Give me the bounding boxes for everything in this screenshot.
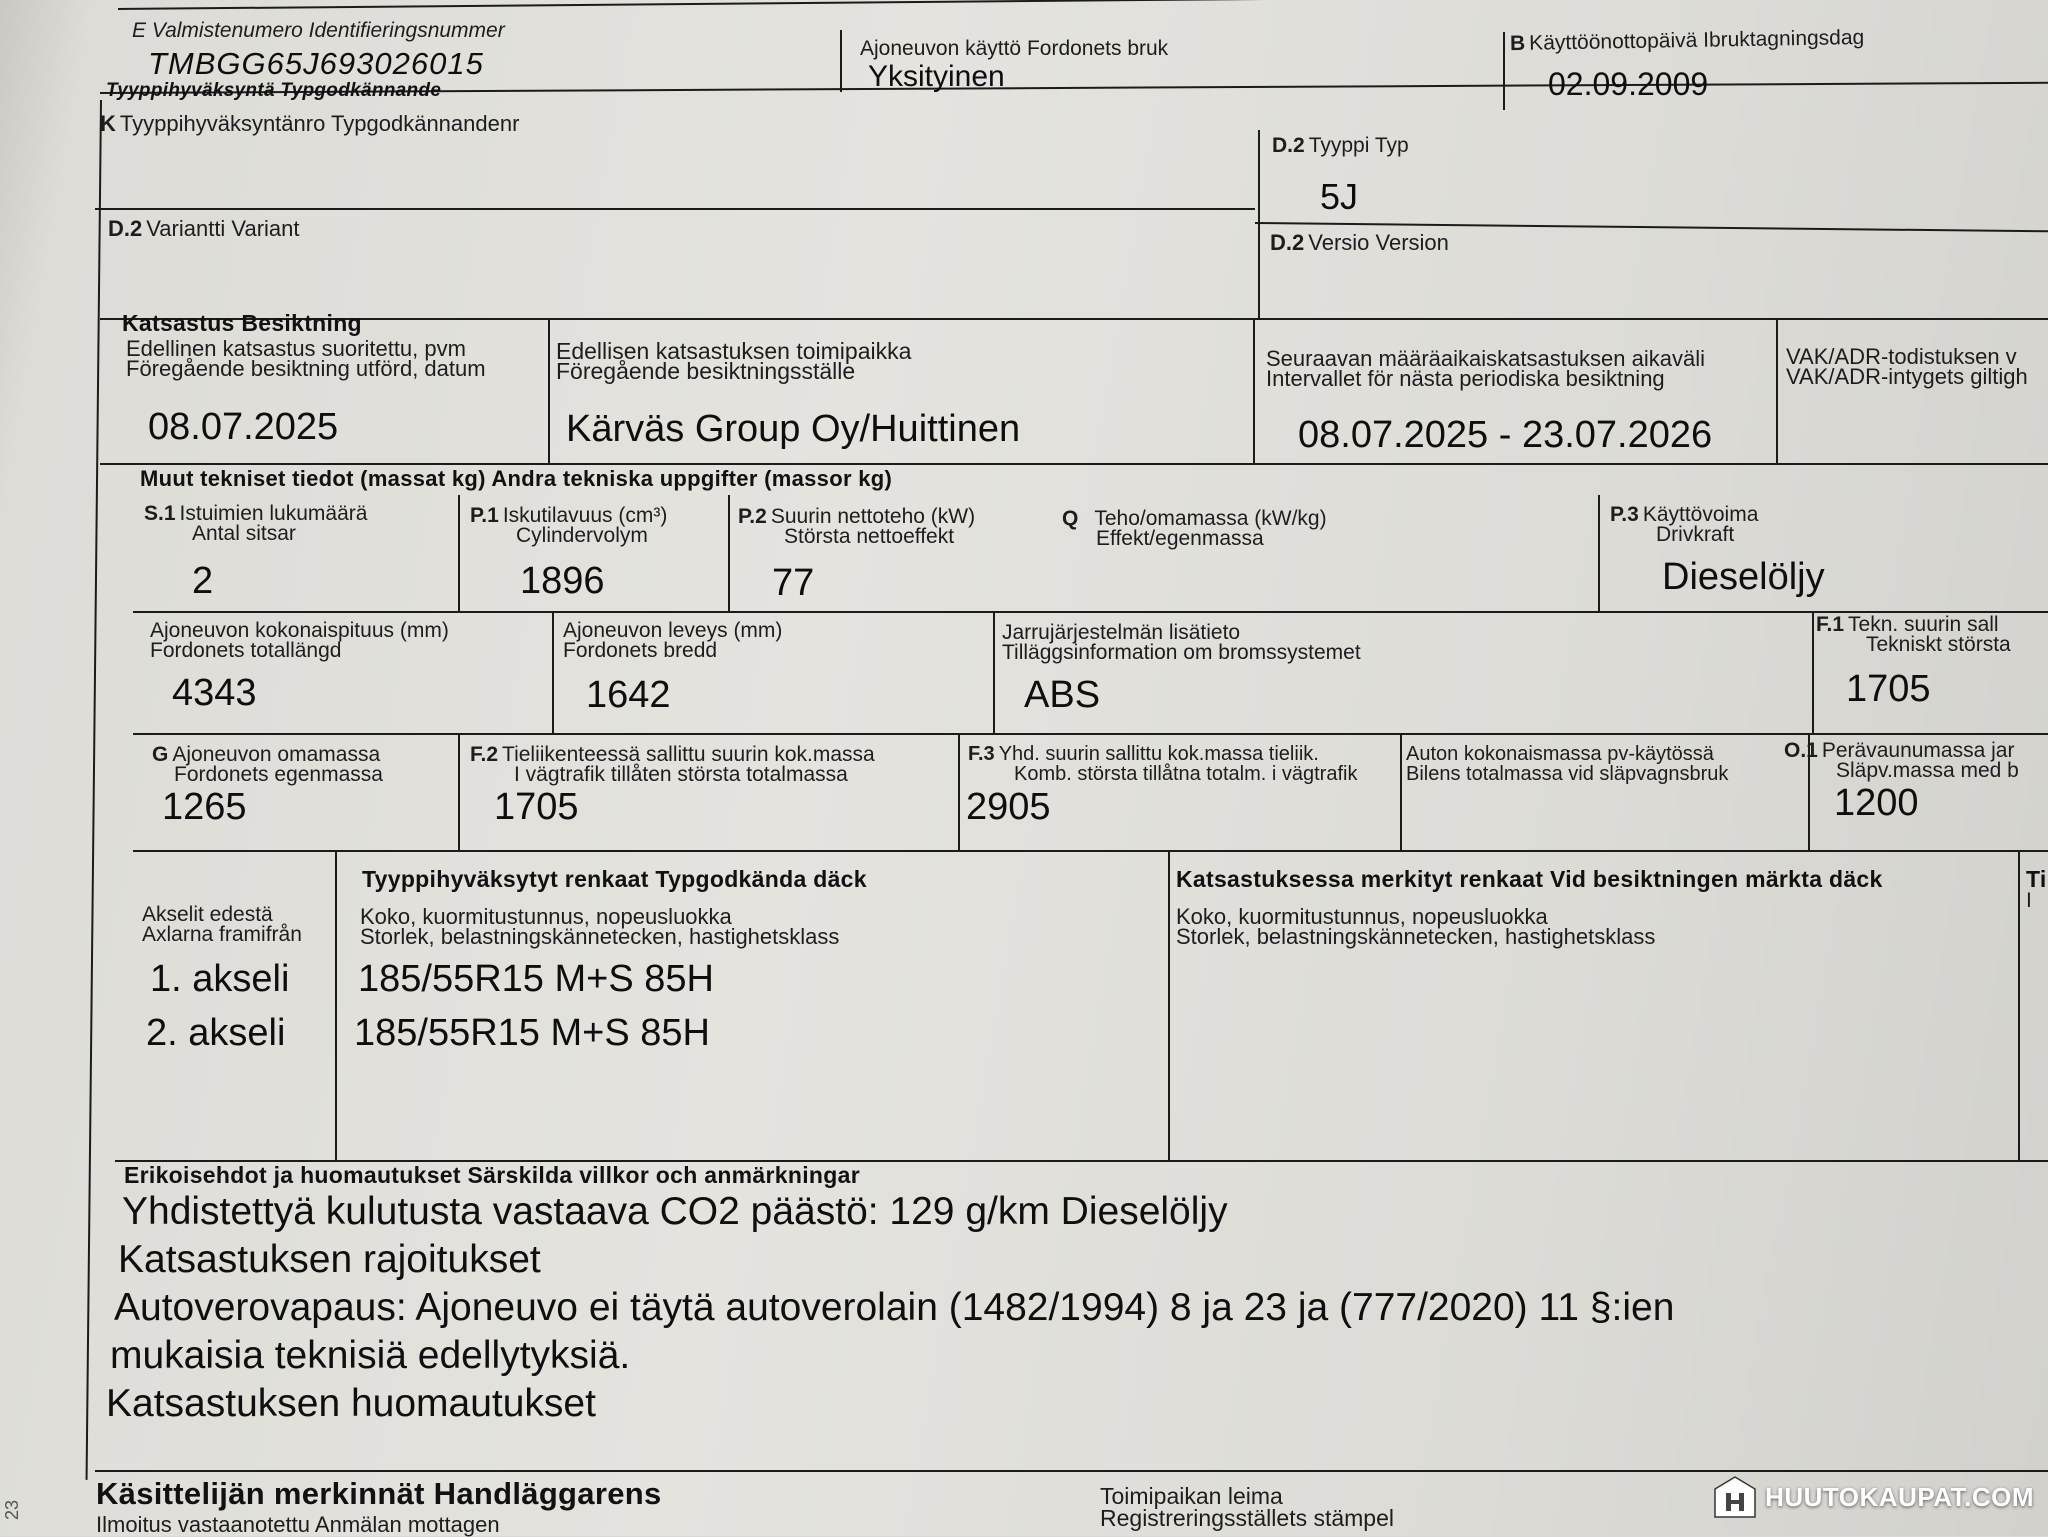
divider xyxy=(100,463,2048,465)
combination-mass-value: 2905 xyxy=(966,786,1051,828)
divider xyxy=(100,318,2048,320)
remark-line-2: Katsastuksen rajoitukset xyxy=(118,1238,541,1281)
handler-title: Käsittelijän merkinnät Handläggarens xyxy=(96,1476,662,1511)
kerb-mass-label-fi: G Ajoneuvon omamassa xyxy=(152,743,381,766)
trailer-mass-label-fi: O.1 Perävaunumassa jar xyxy=(1784,739,2015,762)
divider xyxy=(458,733,460,850)
power-ratio-label-sv: Effekt/egenmassa xyxy=(1096,527,1264,550)
combination-mass-label-fi: F.3 Yhd. suurin sallittu kok.massa tieliik. xyxy=(968,743,1319,765)
divider xyxy=(1168,850,1170,1160)
length-value: 4343 xyxy=(172,672,257,714)
remark-line-4: mukaisia teknisiä edellytyksiä. xyxy=(110,1334,631,1377)
cylinder-label-fi: P.1 Iskutilavuus (cm³) xyxy=(470,504,668,527)
axles-label-sv: Axlarna framifrån xyxy=(142,923,302,946)
next-inspection-interval: 08.07.2025 - 23.07.2026 xyxy=(1298,414,1713,456)
inspection-title: Katsastus Besiktning xyxy=(122,310,362,336)
marked-tyre-size-label-fi: Koko, kuormitustunnus, nopeusluokka xyxy=(1176,904,1548,929)
trailer-use-mass-label-fi: Auton kokonaismassa pv-käytössä xyxy=(1406,743,1714,765)
combination-mass-label-sv: Komb. största tillåtna totalm. i vägtrafik xyxy=(1014,763,1358,785)
fuel-label-fi: P.3 Käyttövoima xyxy=(1610,503,1759,526)
divider xyxy=(1598,495,1600,611)
first-registration-date: 02.09.2009 xyxy=(1548,66,1709,102)
length-label-sv: Fordonets totallängd xyxy=(150,639,342,662)
adr-label-fi: VAK/ADR-todistuksen v xyxy=(1786,344,2017,369)
power-label-sv: Största nettoeffekt xyxy=(784,525,955,548)
brake-label-fi: Jarrujärjestelmän lisätieto xyxy=(1002,621,1241,644)
inspection-place: Kärväs Group Oy/Huittinen xyxy=(566,408,1021,450)
watermark-text: HUUTOKAUPAT.COM xyxy=(1765,1481,2034,1512)
house-logo-icon xyxy=(1711,1473,1759,1521)
brake-value: ABS xyxy=(1024,674,1101,716)
marked-tyres-title: Katsastuksessa merkityt renkaat Vid besiktningen märkta däck xyxy=(1176,866,1883,892)
divider xyxy=(1258,130,1260,318)
divider xyxy=(335,850,337,1160)
road-max-mass-value: 1705 xyxy=(494,786,579,828)
approved-tyre-size-label-sv: Storlek, belastningskännetecken, hastighetsklass xyxy=(360,924,840,949)
type-approval-title: Tyyppihyväksyntä Typgodkännande xyxy=(106,80,442,101)
next-inspection-label-fi: Seuraavan määräaikaiskatsastuksen aikaväli xyxy=(1266,346,1706,371)
power-ratio-label-fi: Q Teho/omamassa (kW/kg) xyxy=(1062,507,1327,530)
divider xyxy=(728,495,730,611)
marked-tyre-size-label-sv: Storlek, belastningskännetecken, hastighetsklass xyxy=(1176,924,1656,949)
tech-max-mass-value: 1705 xyxy=(1846,668,1931,710)
width-label-sv: Fordonets bredd xyxy=(563,639,718,662)
edge-column-label-sv: I xyxy=(2026,889,2032,912)
technical-title: Muut tekniset tiedot (massat kg) Andra tekniska uppgifter (massor kg) xyxy=(140,466,893,491)
approved-tyre-2: 185/55R15 M+S 85H xyxy=(354,1012,710,1054)
divider xyxy=(95,208,1255,210)
remark-line-1: Yhdistettyä kulutusta vastaava CO2 päästö: 129 g/km Dieselöljy xyxy=(122,1190,1228,1233)
divider xyxy=(133,850,2048,852)
brake-label-sv: Tilläggsinformation om bromssystemet xyxy=(1002,641,1361,664)
axle-1: 1. akseli xyxy=(150,958,290,1000)
divider xyxy=(133,733,2048,735)
vin-value: TMBGG65J693026015 xyxy=(148,46,484,81)
width-value: 1642 xyxy=(586,674,671,716)
variant-label: D.2 Variantti Variant xyxy=(108,216,300,241)
divider xyxy=(1503,32,1505,110)
divider xyxy=(1812,611,1814,733)
fuel-value: Dieselöljy xyxy=(1662,556,1825,598)
seats-label-sv: Antal sitsar xyxy=(192,522,296,545)
trailer-mass-label-sv: Släpv.massa med b xyxy=(1836,759,2019,782)
divider xyxy=(548,318,550,463)
stamp-label-fi: Toimipaikan leima xyxy=(1100,1483,1283,1509)
kerb-mass-value: 1265 xyxy=(162,786,247,828)
next-inspection-label-sv: Intervallet för nästa periodiska besiktning xyxy=(1266,366,1665,391)
width-label-fi: Ajoneuvon leveys (mm) xyxy=(563,619,783,642)
vin-label: E Valmistenumero Identifieringsnummer xyxy=(132,19,505,42)
previous-inspection-label-fi: Edellinen katsastus suoritettu, pvm xyxy=(126,336,466,361)
left-border xyxy=(86,100,102,1480)
divider xyxy=(1400,733,1402,850)
vehicle-use-value: Yksityinen xyxy=(868,60,1005,93)
fuel-label-sv: Drivkraft xyxy=(1656,523,1735,546)
remark-line-5: Katsastuksen huomautukset xyxy=(106,1382,596,1425)
remarks-title: Erikoisehdot ja huomautukset Särskilda villkor och anmärkningar xyxy=(124,1162,860,1188)
previous-inspection-label-sv: Föregående besiktning utförd, datum xyxy=(126,356,486,381)
divider xyxy=(840,30,842,92)
power-label-fi: P.2 Suurin nettoteho (kW) xyxy=(738,505,976,528)
divider xyxy=(458,495,460,611)
length-label-fi: Ajoneuvon kokonaispituus (mm) xyxy=(150,619,449,642)
divider xyxy=(118,0,2048,10)
divider xyxy=(2018,850,2020,1160)
previous-inspection-date: 08.07.2025 xyxy=(148,406,339,448)
edge-column-label-fi: Ti xyxy=(2026,866,2047,892)
axles-label-fi: Akselit edestä xyxy=(142,903,273,926)
remark-line-3: Autoverovapaus: Ajoneuvo ei täytä autoverolain (1482/1994) 8 ja 23 ja (777/2020) 11 §:ien xyxy=(114,1286,1675,1329)
watermark xyxy=(1711,1472,2034,1522)
approved-tyre-size-label-fi: Koko, kuormitustunnus, nopeusluokka xyxy=(360,904,732,929)
first-registration-label: B Käyttöönottopäivä Ibruktagningsdag xyxy=(1509,25,1865,56)
vehicle-use-label: Ajoneuvon käyttö Fordonets bruk xyxy=(860,37,1169,60)
trailer-mass-value: 1200 xyxy=(1834,782,1919,824)
seats-value: 2 xyxy=(192,560,214,602)
divider xyxy=(133,611,2048,613)
type-value: 5J xyxy=(1320,176,1359,217)
divider xyxy=(993,611,995,733)
approved-tyres-title: Tyyppihyväksytyt renkaat Typgodkända däck xyxy=(362,866,867,892)
approved-tyre-1: 185/55R15 M+S 85H xyxy=(358,958,714,1000)
received-label: Ilmoitus vastaanotettu Anmälan mottagen xyxy=(96,1512,500,1537)
adr-label-sv: VAK/ADR-intygets giltigh xyxy=(1786,364,2028,389)
divider xyxy=(958,733,960,850)
power-value: 77 xyxy=(772,562,815,604)
trailer-use-mass-label-sv: Bilens totalmassa vid släpvagnsbruk xyxy=(1406,763,1729,785)
cylinder-value: 1896 xyxy=(520,560,605,602)
stamp-label-sv: Registreringsställets stämpel xyxy=(1100,1505,1395,1531)
divider xyxy=(1253,318,1255,463)
road-max-mass-label-sv: I vägtrafik tillåten största totalmassa xyxy=(514,763,848,786)
type-label: D.2 Tyyppi Typ xyxy=(1272,134,1409,157)
seats-label-fi: S.1 Istuimien lukumäärä xyxy=(144,502,368,525)
divider xyxy=(552,611,554,733)
tech-max-mass-label-fi: F.1 Tekn. suurin sall xyxy=(1816,613,1999,636)
kerb-mass-label-sv: Fordonets egenmassa xyxy=(174,763,383,786)
inspection-place-label-fi: Edellisen katsastuksen toimipaikka xyxy=(556,338,912,364)
axle-2: 2. akseli xyxy=(146,1012,286,1054)
approval-number-label: K Tyyppihyväksyntänro Typgodkännandenr xyxy=(100,111,520,136)
tech-max-mass-label-sv: Tekniskt största xyxy=(1866,633,2011,656)
cylinder-label-sv: Cylindervolym xyxy=(516,524,648,547)
divider xyxy=(1776,318,1778,463)
version-label: D.2 Versio Version xyxy=(1270,230,1449,255)
road-max-mass-label-fi: F.2 Tieliikenteessä sallittu suurin kok.massa xyxy=(470,743,875,766)
page-edge-number: 23 xyxy=(2,1500,22,1521)
inspection-place-label-sv: Föregående besiktningsställe xyxy=(556,358,856,384)
